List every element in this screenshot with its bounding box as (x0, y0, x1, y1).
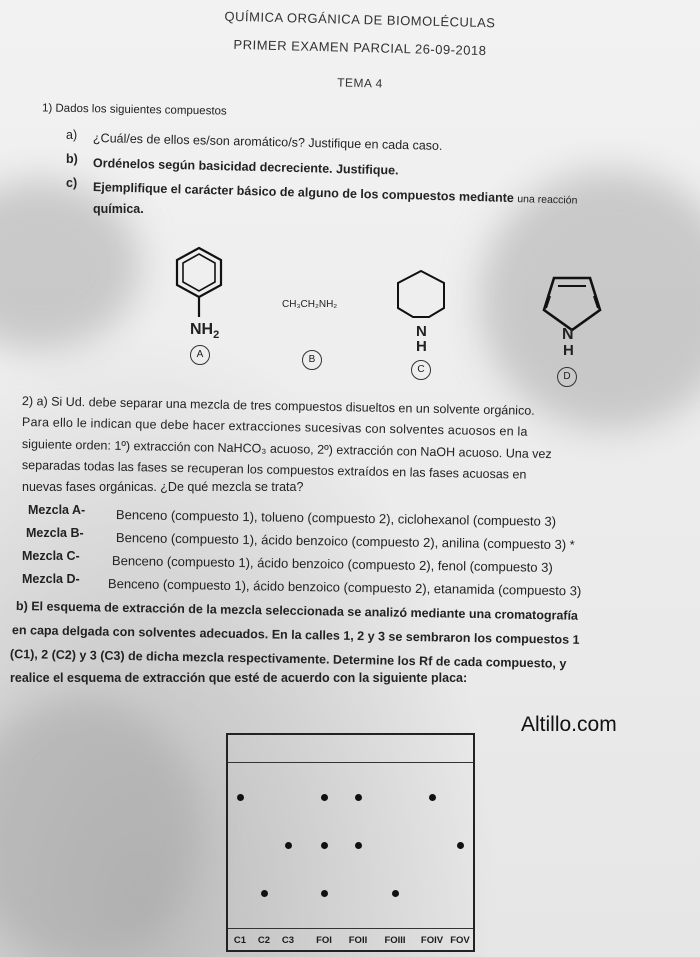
q2-line4: separadas todas las fases se recuperan los compuestos extraídos en las fases acuosas en (21, 458, 527, 482)
tlc-spot-fov (457, 842, 464, 849)
compound-c-label: C (411, 360, 431, 380)
mixture-b-label: Mezcla B- (26, 526, 84, 540)
q2b-line3: (C1), 2 (C2) y 3 (C3) de dicha mezcla respectivamente. Determine los Rf de cada compuesto, y (9, 647, 567, 671)
mixture-d-label: Mezcla D- (22, 572, 80, 586)
course-title: QUÍMICA ORGÁNICA DE BIOMOLÉCULAS (224, 8, 496, 31)
q2b-line1: b) El esquema de extracción de la mezcla seleccionada se analizó mediante una cromatografía (15, 599, 579, 623)
tlc-spot-foii (355, 794, 362, 801)
mixture-a-label: Mezcla A- (28, 503, 86, 517)
compound-a-label: A (190, 345, 210, 365)
q1a-text: ¿Cuál/es de ellos es/son aromático/s? Justifique en cada caso. (92, 131, 443, 153)
lane-label-foii: FOII (348, 935, 368, 946)
compound-b-formula: CH₃CH₂NH₂ (282, 299, 338, 310)
mixture-d-text: Benceno (compuesto 1), ácido benzoico (compuesto 2), etanamida (compuesto 3) (107, 576, 582, 599)
solvent-front-line (228, 762, 473, 763)
exam-title: PRIMER EXAMEN PARCIAL 26-09-2018 (233, 36, 487, 59)
q2-line5: nuevas fases orgánicas. ¿De qué mezcla se trata? (22, 480, 304, 494)
tlc-spot-foiv (429, 794, 436, 801)
compound-c-structure (393, 268, 451, 330)
compound-d-label: D (557, 367, 577, 387)
lane-label-c3: C3 (281, 935, 295, 946)
lane-label-foiv: FOIV (420, 935, 444, 946)
mixture-c-text: Benceno (compuesto 1), ácido benzoico (compuesto 2), fenol (compuesto 3) (111, 553, 553, 575)
lane-label-fov: FOV (450, 935, 470, 946)
compound-a-amine: $NH_2$ (190, 321, 220, 342)
compound-d-structure (540, 274, 604, 334)
compound-d-hydrogen: H (563, 342, 574, 359)
tlc-spot-c1 (237, 794, 244, 801)
tlc-spot-foi (321, 890, 328, 897)
paper-shadow (0, 700, 200, 957)
compound-b-label: B (302, 350, 322, 370)
q1-intro: 1) Dados los siguientes compuestos (41, 102, 227, 118)
mixture-a-text: Benceno (compuesto 1), tolueno (compuesto 2), ciclohexanol (compuesto 3) (115, 507, 557, 529)
q1c-text-tail: una reacción (517, 193, 578, 207)
tlc-spot-foi (321, 794, 328, 801)
exam-topic: TEMA 4 (336, 75, 384, 91)
compound-c-hydrogen: H (416, 338, 427, 355)
q1c-text-main: Ejemplifique el carácter básico de alguno de los compuestos mediante (92, 180, 515, 206)
q1c-text-line2: química. (93, 202, 144, 216)
q1c-letter: c) (66, 176, 78, 190)
q2-line3: siguiente orden: 1º) extracción con NaHCO₃ acuoso, 2º) extracción con NaOH acuoso. Una vez (21, 437, 552, 462)
watermark: Altillo.com (521, 713, 617, 736)
tlc-spot-c2 (261, 890, 268, 897)
q1b-text: Ordénelos según basicidad decreciente. Justifique. (92, 156, 399, 178)
baseline (228, 928, 473, 929)
tlc-spot-c3 (285, 842, 292, 849)
q1b-letter: b) (66, 152, 78, 166)
compound-c-nitrogen: N (416, 323, 427, 340)
tlc-plate (226, 733, 475, 952)
tlc-spot-foii (355, 842, 362, 849)
lane-label-foiii: FOIII (384, 935, 406, 946)
piperidine-ring-icon (398, 271, 444, 317)
q1c-text-line1 (93, 180, 578, 207)
q2-line1: 2) a) Si Ud. debe separar una mezcla de tres compuestos disueltos en un solvente orgánico. (21, 394, 535, 418)
compound-d-nitrogen: N (562, 326, 574, 343)
mixture-b-text: Benceno (compuesto 1), ácido benzoico (compuesto 2), anilina (compuesto 3) * (115, 530, 575, 553)
compound-a-structure (170, 245, 230, 325)
mixture-c-label: Mezcla C- (22, 549, 80, 563)
q2-line2: Para ello le indican que debe hacer extracciones sucesivas con solventes acuosos en la (21, 415, 528, 439)
q2b-line2: en capa delgada con solventes adecuados. En la calles 1, 2 y 3 se sembraron los compuestos 1 (11, 623, 580, 647)
q2b-line4: realice el esquema de extracción que esté de acuerdo con la siguiente placa: (10, 671, 468, 685)
tlc-spot-foiii (392, 890, 399, 897)
lane-label-c1: C1 (233, 935, 247, 946)
lane-label-foi: FOI (316, 935, 332, 946)
tlc-spot-foi (321, 842, 328, 849)
lane-label-c2: C2 (257, 935, 271, 946)
q1a-letter: a) (66, 128, 78, 142)
